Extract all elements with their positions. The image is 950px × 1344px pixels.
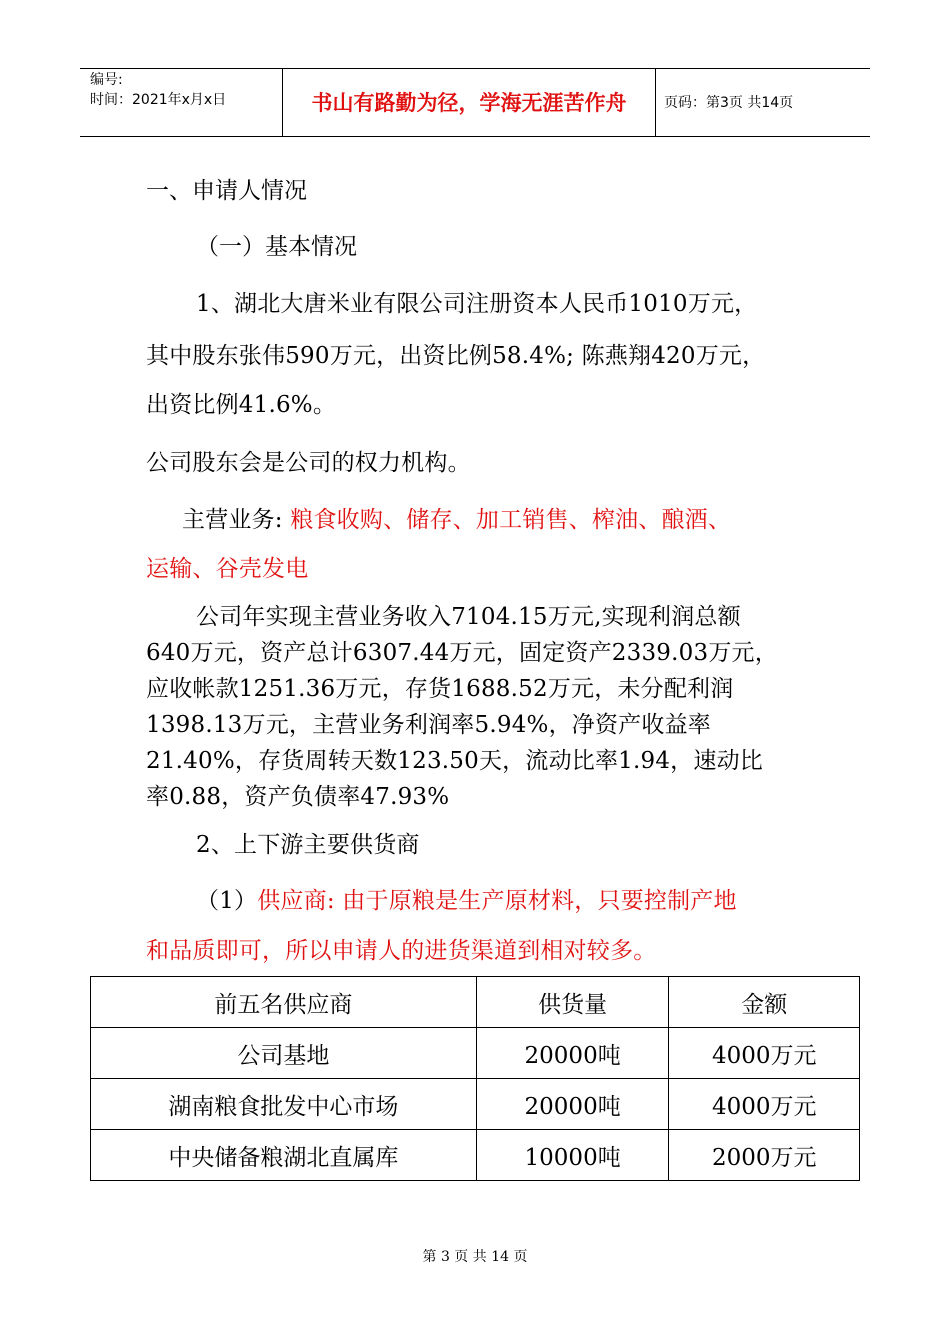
main-business-items: 粮食收购、储存、加工销售、榨油、酿酒、: [290, 507, 732, 533]
supplier-name: 中央储备粮湖北直属库: [91, 1130, 477, 1181]
financials-line2: 640万元，资产总计6307.44万元，固定资产2339.03万元，: [146, 640, 778, 666]
para2: 公司股东会是公司的权力机构。: [146, 450, 471, 476]
financials-line6: 率0.88，资产负债率47.93%: [146, 784, 450, 810]
serial-label: 编号:: [90, 72, 123, 88]
financials-line3: 应收帐款1251.36万元，存货1688.52万元，未分配利润: [146, 676, 734, 702]
financials-line4: 1398.13万元，主营业务利润率5.94%，净资产收益率: [146, 712, 711, 738]
suppliers-note-prefix: （1）: [196, 888, 258, 914]
para1-line1: 1、湖北大唐米业有限公司注册资本人民币1010万元，: [196, 291, 758, 317]
table-row: [91, 1079, 860, 1130]
supplier-name: 公司基地: [91, 1028, 477, 1079]
supply-amount: 4000万元: [669, 1028, 860, 1079]
suppliers-note-line2: 和品质即可，所以申请人的进货渠道到相对较多。: [146, 938, 657, 964]
financials-line1: 公司年实现主营业务收入7104.15万元,实现利润总额: [196, 604, 741, 630]
supplier-table: [90, 976, 860, 1181]
table-header-row: [91, 977, 860, 1028]
header-amount: 金额: [669, 977, 860, 1028]
supply-amount: 2000万元: [669, 1130, 860, 1181]
para1-line2: 其中股东张伟590万元，出资比例58.4%; 陈燕翔420万元，: [146, 343, 766, 369]
supply-quantity: 20000吨: [476, 1079, 669, 1130]
page-footer: 第 3 页 共 14 页: [422, 1249, 528, 1265]
supply-quantity: 10000吨: [476, 1130, 669, 1181]
suppliers-note-text: 供应商: 由于原粮是生产原材料，只要控制产地: [257, 888, 737, 914]
financials-line5: 21.40%，存货周转天数123.50天，流动比率1.94，速动比: [146, 748, 763, 774]
suppliers-heading: 2、上下游主要供货商: [196, 832, 420, 858]
section-title: 一、申请人情况: [146, 178, 307, 204]
suppliers-note-line1: [196, 882, 737, 915]
main-business-line2: 运输、谷壳发电: [146, 556, 309, 582]
supplier-name: 湖南粮食批发中心市场: [91, 1079, 477, 1130]
supply-quantity: 20000吨: [476, 1028, 669, 1079]
supply-amount: 4000万元: [669, 1079, 860, 1130]
table-row: [91, 1028, 860, 1079]
header-page-info: 页码：第3页 共14页: [664, 95, 794, 111]
subsection-title: （一）基本情况: [196, 234, 357, 260]
para1-line3: 出资比例41.6%。: [146, 392, 337, 418]
main-business-line1: [182, 501, 731, 534]
header-supplier: 前五名供应商: [91, 977, 477, 1028]
table-row: [91, 1130, 860, 1181]
header-meta: [80, 68, 282, 136]
main-business-label: 主营业务:: [182, 507, 283, 533]
header-bottom-rule: [80, 136, 870, 137]
header-quantity: 供货量: [476, 977, 669, 1028]
header-motto: 书山有路勤为径，学海无涯苦作舟: [282, 68, 656, 136]
time-label: 时间：2021年x月x日: [90, 92, 227, 108]
